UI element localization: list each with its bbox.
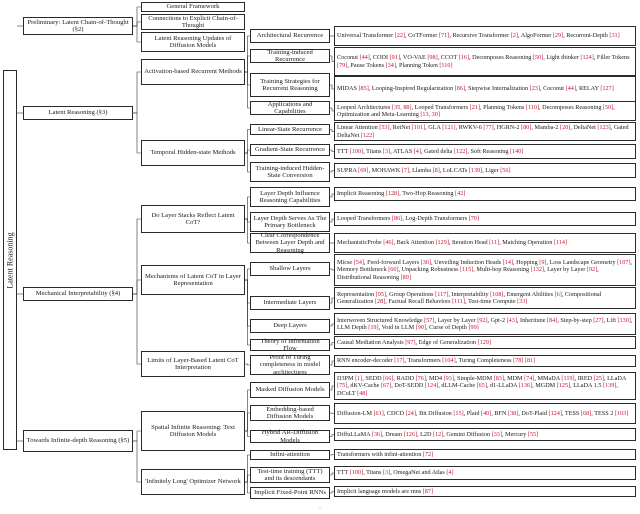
root-node [3, 70, 17, 450]
subgroup-s3-0-1-label: Training-induced Recurrence [267, 48, 313, 63]
leaf-s3-0-3 [334, 101, 636, 121]
citation: [126] [403, 430, 417, 438]
group-s5-1-label: 'Infinitely Long' Optimizer Network [145, 478, 241, 486]
tree-edge [133, 26, 141, 42]
tree-edge [133, 113, 141, 153]
section-s3-label: Latent Reasoning (§3) [48, 109, 108, 117]
leaf-s3-1-2 [334, 163, 636, 178]
citation: [85] [358, 85, 369, 93]
subgroup-s3-1-0-label: Linear-State Recurrence [257, 125, 323, 133]
citation: [66] [383, 375, 394, 383]
group-s2-1 [141, 14, 245, 30]
citation: [50] [532, 54, 544, 62]
subgroup-s5-0-2-label: Hybrid AR-Diffusion Models [261, 429, 319, 444]
subgroup-s4-1-0-label: Shallow Layers [269, 265, 311, 273]
citation: [9] [539, 259, 547, 267]
subgroup-s5-1-0 [250, 450, 330, 460]
citation: [110] [525, 103, 540, 111]
leaf-s4-1-0 [334, 254, 636, 286]
leaf-s3-1-1-label: TTT [100], Titans [3], ATLAS [4], Gated delta [122], Soft Reasoning [140] [337, 147, 524, 155]
citation: [128] [385, 190, 400, 198]
group-s5-1 [141, 469, 245, 495]
subgroup-s5-1-0-label: Infini-attention [270, 451, 310, 459]
citation: [4] [446, 469, 454, 477]
citation: [77] [483, 124, 494, 132]
leaf-s5-0-0-label: D3PM [1], SEDD [66], RADD [76], MD4 [93], Simple-MDM [83], MDM [74], MMaDA [119], IRED [25], LLaDA [75], dKV-Cache [67], DoT-SEDD [124], dLLM-Cache [65], d1-LLaDA [136], MGDM [125], LLaDA 1.5 [139], DCoLT [48] [337, 375, 626, 397]
citation: [87] [422, 487, 434, 495]
subgroup-s4-0-0 [250, 187, 330, 207]
citation: [53] [379, 124, 390, 132]
citation: [57] [424, 316, 435, 324]
group-s4-0-label: Do Layer Stacks Reflect Latent CoT? [151, 211, 235, 226]
subgroup-s5-0-1 [250, 405, 330, 421]
subgroup-s4-0-1 [250, 212, 330, 232]
group-s4-1 [141, 265, 245, 295]
subgroup-s5-0-0 [250, 382, 330, 398]
citation: [75] [337, 382, 348, 390]
subgroup-s4-1-3-label: Theory of Information Flow [260, 337, 320, 352]
citation: [90] [415, 324, 426, 331]
citation: [20] [560, 124, 571, 132]
citation: [29] [552, 32, 564, 40]
leaf-s4-1-3 [334, 336, 636, 349]
group-s3-0-label: Activation-based Recurrent Methods [144, 68, 242, 76]
citation: [91] [389, 54, 400, 62]
subgroup-s4-1-2 [250, 319, 330, 333]
citation: [78] [513, 357, 524, 365]
subgroup-s3-0-3-label: Applications and Capabilities [267, 100, 313, 115]
citation: [115] [460, 266, 474, 274]
group-s2-0-label: General Framework [166, 3, 220, 11]
citation: [7] [401, 166, 410, 174]
group-s4-2 [141, 351, 245, 377]
leaf-s4-1-2-label: Interwoven Structured Knowledge [57], Layer by Layer [92], Gpt-2 [43], Inheritune [84], Step-by-step [27], Lift [130], LLM Depth [19], Void in LLM [90], Curse of Depth [99] [337, 316, 633, 331]
citation: [38] [508, 409, 519, 417]
leaf-s4-1-1 [334, 287, 636, 309]
root-label: Latent Reasoning [5, 231, 15, 289]
subgroup-s5-0-1-label: Embedding-based Diffusion Models [266, 405, 314, 420]
citation: [114] [553, 239, 568, 247]
leaf-s4-0-1-label: Looped Transformers [86], Log-Depth Transformers [70] [337, 215, 479, 223]
tree-edge [133, 441, 141, 482]
tree-edge [133, 72, 141, 113]
citation: [95] [375, 290, 386, 298]
citation: [1] [355, 375, 363, 383]
section-s2-label: Preliminary: Latent Chain-of-Thought (§2) [27, 18, 129, 33]
leaf-s5-0-1-label: Diffusion-LM [61], CDCD [24], Bit Diffusion [15], Plaid [40], BFN [38], DoT-Plaid [124], TESS [68], TESS 2 [103] [337, 409, 629, 417]
citation: [107] [617, 259, 631, 267]
subgroup-s4-1-1-label: Intermediate Layers [263, 299, 317, 307]
group-s3-0 [141, 59, 245, 85]
citation: [35, 88] [391, 103, 412, 111]
citation: [46] [383, 239, 394, 247]
group-s3-1-label: Temporal Hidden-state Methods [150, 149, 236, 157]
citation: [17] [394, 357, 405, 365]
citation: [19] [368, 324, 379, 331]
leaf-s5-1-0-label: Transformers with infini-attention [72] [337, 450, 434, 458]
citation: [92] [477, 316, 488, 324]
leaf-s4-0-2 [334, 233, 636, 253]
tree-edge [133, 294, 141, 364]
citation: [139] [602, 382, 617, 390]
citation: [136] [518, 382, 533, 390]
leaf-s3-0-1 [334, 47, 636, 76]
citation: [6] [554, 290, 562, 298]
citation: [122] [360, 131, 375, 139]
group-s5-0 [141, 411, 245, 451]
citation: [22] [394, 32, 406, 40]
section-s5 [23, 430, 133, 452]
subgroup-s3-1-0 [250, 124, 330, 135]
citation: [68] [580, 409, 592, 417]
citation: [4] [413, 147, 421, 155]
citation: [121] [442, 124, 456, 132]
subgroup-s4-0-2 [250, 233, 330, 253]
citation: [16] [458, 54, 470, 62]
citation: [55] [527, 430, 539, 438]
citation: [140] [510, 147, 524, 155]
citation: [124] [424, 382, 439, 390]
subgroup-s4-1-2-label: Deep Layers [273, 322, 307, 330]
section-s3 [23, 106, 133, 120]
citation: [3] [382, 147, 391, 155]
citation: [84] [547, 316, 558, 324]
citation: [129] [477, 338, 491, 346]
subgroup-s4-0-2-label: Clear Correspondence Between Layer Depth and Reasoning [255, 231, 325, 254]
subgroup-s4-1-1 [250, 296, 330, 310]
citation: [124] [548, 409, 562, 417]
citation: [36] [371, 430, 383, 438]
citation: [100] [349, 147, 364, 155]
leaf-s3-0-0 [334, 26, 636, 46]
subgroup-s5-1-1 [250, 467, 330, 483]
citation: [72] [422, 450, 434, 458]
leaf-s5-1-1-label: TTT [100], Titans [3], OmegaNet and Atlas [4] [337, 469, 454, 477]
subgroup-s3-1-2-label: Training-induced Hidden-State Conversion [255, 164, 325, 179]
leaf-s5-0-0 [334, 372, 636, 400]
citation: [11] [489, 239, 500, 247]
leaf-s5-0-1 [334, 403, 636, 424]
citation: [124] [580, 54, 594, 62]
leaf-s3-0-2-label: MIDAS [85], Looping-Inspired Regularization [86], Stepwise Internalization [23], Coconut [44], RELAY [127] [337, 85, 614, 93]
subgroup-s4-0-0-label: Layer Depth Influence Reasoning Capabilities [259, 189, 321, 204]
leaf-s4-0-1 [334, 212, 636, 226]
section-s4-label: Mechanical Interpretability (§4) [35, 290, 121, 298]
citation: [111] [452, 298, 466, 305]
citation: [76] [415, 375, 426, 383]
subgroup-s3-0-3 [250, 101, 330, 115]
citation: [65] [476, 382, 487, 390]
citation: [34] [385, 61, 396, 69]
leaf-s4-0-0-label: Implicit Reasoning [128], Two-Hop Reasoning [42] [337, 190, 466, 198]
citation: [100] [349, 469, 364, 477]
subgroup-s3-0-2 [250, 73, 330, 97]
group-s4-2-label: Limits of Layer-Based Latent CoT Interpretation [147, 356, 239, 371]
citation: [81] [524, 357, 536, 365]
citation: [25] [593, 375, 604, 383]
citation: [43] [506, 316, 517, 324]
leaf-s4-2-0-label: RNN encoder-decoder [17], Transformers [104], Turing Completeness [78] [81] [337, 357, 536, 365]
subgroup-s3-0-0-label: Architectural Recurrence [256, 32, 324, 40]
tree-edge [133, 431, 141, 441]
subgroup-s5-0-0-label: Masked Diffusion Models [255, 386, 325, 394]
citation: [132] [530, 266, 545, 274]
subgroup-s3-1-2 [250, 162, 330, 182]
citation: [50] [602, 103, 614, 111]
subgroup-s4-2-0 [250, 355, 330, 375]
tree-edge [133, 22, 141, 26]
citation: [40] [481, 409, 492, 417]
subgroup-s5-1-2-label: Implicit Fixed-Point RNNs [254, 489, 326, 497]
leaf-s3-1-0 [334, 122, 636, 141]
leaf-s3-0-3-label: Looped Architectures [35, 88], Looped Transformers [21], Planning Tokens [110], Decomposes Reasoning [50], Optimization and Meta-Learning [13, 30] [337, 103, 615, 118]
citation: [98] [427, 54, 438, 62]
citation: [99] [468, 324, 479, 331]
citation: [36] [420, 259, 431, 267]
citation: [80] [521, 124, 532, 132]
leaf-s3-0-0-label: Universal Transformer [22], CoTFormer [71], Recursive Transformer [2], AlgoFormer [29], Recurrent-Depth [31] [337, 32, 620, 40]
leaf-s5-1-1 [334, 466, 636, 480]
section-s5-label: Towards Infinite-depth Reasoning (§5) [26, 437, 130, 445]
group-s5-0-label: Spatial Infinite Reasoning: Text Diffusion Models [151, 423, 235, 438]
citation: [108] [490, 290, 504, 298]
citation: [119] [561, 375, 575, 383]
leaf-s3-1-2-label: SUPRA [69], MOHAWK [7], Llamba [8], LoLCATs [139], Liger [56] [337, 166, 511, 174]
subgroup-s5-0-2 [250, 430, 330, 443]
citation: [92] [586, 266, 598, 274]
citation: [44] [359, 54, 370, 62]
citation: [110] [439, 61, 453, 69]
citation: [130] [617, 316, 631, 324]
citation: [31] [609, 32, 620, 40]
subgroup-s3-1-1 [250, 144, 330, 156]
leaf-s3-0-1-label: Coconut [44], CODI [91], VO-VAE [98], CCOT [16], Decomposes Reasoning [50], Light thinker [124], Filler Tokens [79], Pause Tokens [34], Planning Token [110] [337, 54, 630, 69]
citation: [139] [468, 166, 483, 174]
citation: [21] [469, 103, 480, 111]
subgroup-s4-1-3 [250, 339, 330, 351]
figure-caption: · [319, 506, 321, 512]
citation: [86] [392, 215, 403, 223]
subgroup-s5-1-1-label: Test-time training (TTT) and its descendants [257, 467, 323, 482]
citation: [67] [380, 382, 392, 390]
citation: [97] [405, 338, 416, 346]
subgroup-s3-0-0 [250, 29, 330, 43]
leaf-s4-0-0 [334, 187, 636, 201]
subgroup-s3-0-1 [250, 49, 330, 63]
citation: [3] [382, 469, 391, 477]
group-s2-2 [141, 32, 245, 52]
leaf-s3-1-0-label: Linear Attention [53], RetNet [101], GLA [121], RWKV-6 [77], HGRN-2 [80], Mamba-2 [20], DeltaNet [123], Gated DeltaNet [122] [337, 124, 629, 139]
citation: [103] [614, 409, 629, 417]
citation: [123] [597, 124, 611, 132]
citation: [12] [432, 430, 444, 438]
citation: [24] [405, 409, 416, 417]
citation: [56] [500, 166, 511, 174]
citation: [104] [442, 357, 456, 365]
leaf-s3-1-1 [334, 144, 636, 159]
citation: [79] [337, 61, 348, 69]
citation: [8] [432, 166, 440, 174]
subgroup-s3-1-1-label: Gradient-State Recurrence [254, 146, 326, 154]
group-s2-1-label: Connections to Explicit Chain-of-Thought [148, 14, 238, 29]
leaf-s5-1-2 [334, 486, 636, 497]
leaf-s4-2-0 [334, 355, 636, 367]
citation: [127] [600, 85, 614, 93]
citation: [48] [357, 389, 368, 397]
citation: [42] [455, 190, 466, 198]
tree-edge [245, 280, 250, 345]
citation: [33] [517, 298, 528, 305]
citation: [13, 30] [420, 111, 440, 118]
leaf-s5-0-2 [334, 428, 636, 441]
citation: [129] [435, 239, 449, 247]
citation: [122] [453, 147, 468, 155]
citation: [27] [593, 316, 604, 324]
citation: [125] [556, 382, 571, 390]
citation: [33] [491, 430, 502, 438]
subgroup-s4-0-1-label: Layer Depth Serves As The Primary Bottleneck [253, 214, 327, 229]
citation: [93] [443, 375, 454, 383]
citation: [83] [493, 375, 504, 383]
group-s3-1 [141, 140, 245, 166]
leaf-s5-1-2-label: Implicit language models are rnns [87] [337, 487, 434, 495]
citation: [69] [358, 166, 369, 174]
citation: [70] [468, 215, 479, 223]
subgroup-s3-0-2-label: Training Strategies for Recurrent Reasoning [260, 77, 320, 92]
group-s4-1-label: Mechanisms of Latent CoT in Layer Representation [144, 272, 241, 287]
group-s4-0 [141, 205, 245, 233]
citation: [15] [453, 409, 464, 417]
leaf-s4-1-3-label: Causal Mediation Analysis [97], Edge of Generalization [129] [337, 338, 491, 346]
citation: [60] [388, 266, 399, 274]
tree-edge [133, 280, 141, 294]
leaf-s5-0-2-label: DiffuLLaMA [36], Dream [126], L2D [12], Gemini Diffusion [33], Mercury [55] [337, 430, 539, 438]
citation: [101] [411, 124, 426, 132]
subgroup-s5-1-2 [250, 487, 330, 499]
leaf-s4-1-2 [334, 313, 636, 335]
subgroup-s4-2-0-label: Proof of Turing completeness in model architectures [259, 353, 321, 376]
leaf-s4-0-2-label: MechanisticProbe [46], Back Attention [129], Iteration Head [11], Matching Operation [114] [337, 239, 568, 247]
citation: [2] [510, 32, 518, 40]
citation: [28] [374, 298, 386, 305]
group-s2-2-label: Latent Reasoning Updates of Diffusion Models [154, 34, 232, 49]
citation: [23] [529, 85, 540, 93]
citation: [54] [353, 259, 364, 267]
citation: [44] [565, 85, 576, 93]
citation: [74] [524, 375, 535, 383]
section-s2 [23, 17, 133, 35]
section-s4 [23, 287, 133, 301]
leaf-s4-1-0-label: Micse [54], Feed-forward Layers [36], Unveiling Induction Heads [14], Hopping [9], Loss Landscape Geometry [107], Memory Bottleneck [60], Unpacking Robustness [115], Multi-hop Reasoning [132], Layer by Layer [92], Distributional Reasoning [89] [337, 259, 633, 281]
citation: [117] [435, 290, 449, 298]
citation: [61] [373, 409, 384, 417]
leaf-s5-1-0 [334, 449, 636, 460]
citation: [89] [400, 273, 411, 281]
leaf-s4-1-1-label: Representation [95], Group Operations [117], Interpretability [108], Emergent Abilities [6], Compositional Generalization [28], Factual Recall Behaviors [111], Test-time Compute [33] [337, 290, 602, 305]
leaf-s3-0-2 [334, 76, 636, 102]
citation: [71] [438, 32, 450, 40]
group-s2-0 [141, 2, 245, 12]
citation: [14] [502, 259, 513, 267]
subgroup-s4-1-0 [250, 262, 330, 276]
citation: [86] [454, 85, 466, 93]
